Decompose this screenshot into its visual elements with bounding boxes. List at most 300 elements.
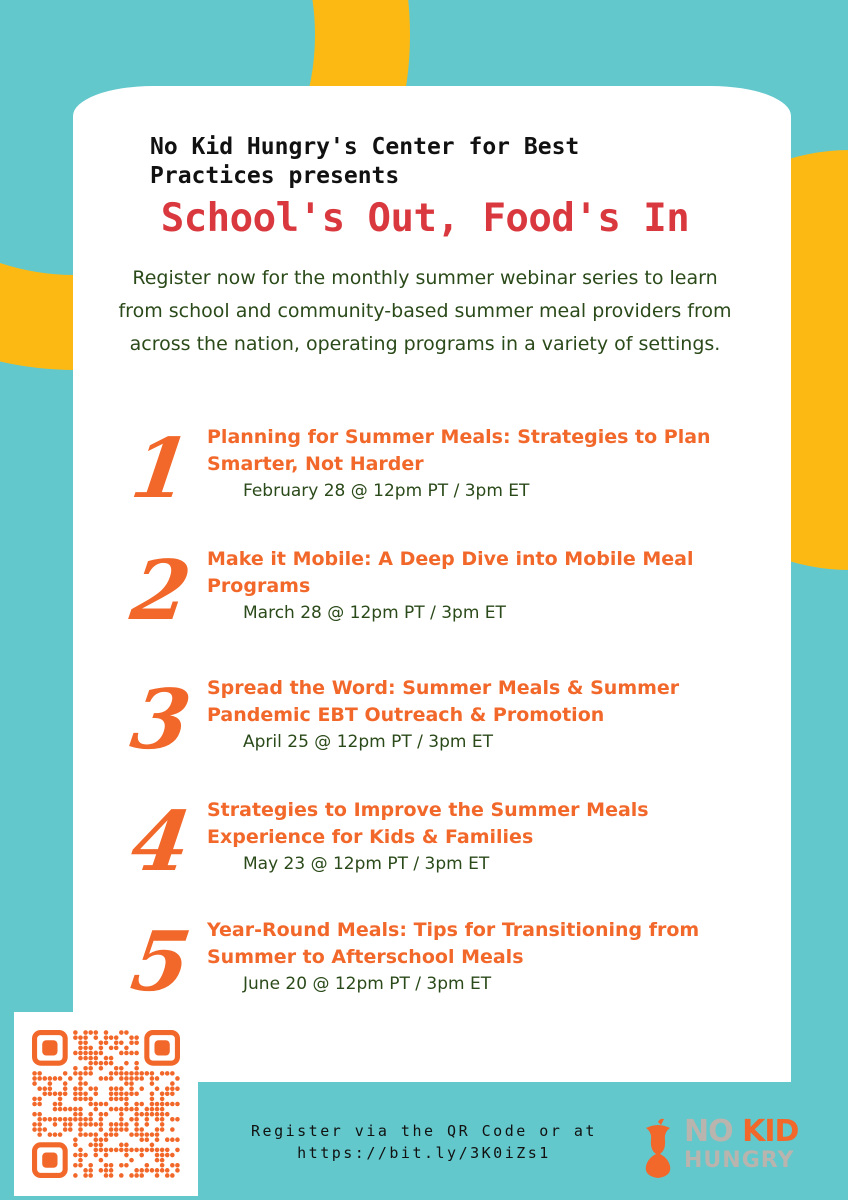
- qr-module: [124, 1148, 129, 1153]
- qr-module: [73, 1137, 78, 1142]
- qr-module: [129, 1051, 134, 1056]
- session-title: Planning for Summer Meals: Strategies to Plan Smarter, Not Harder: [207, 426, 711, 475]
- qr-module: [99, 1040, 104, 1045]
- session-item: [0, 794, 848, 907]
- qr-module: [93, 1086, 98, 1091]
- qr-module: [170, 1071, 175, 1076]
- qr-module: [109, 1107, 114, 1112]
- qr-module: [93, 1056, 98, 1061]
- qr-module: [119, 1086, 124, 1091]
- qr-module: [88, 1117, 93, 1122]
- qr-module: [134, 1132, 139, 1137]
- session-title: Make it Mobile: A Deep Dive into Mobile Meal Programs: [207, 548, 694, 597]
- qr-module: [42, 1127, 47, 1132]
- session-item: [0, 914, 848, 1027]
- qr-module: [119, 1122, 124, 1127]
- qr-module: [48, 1091, 53, 1096]
- qr-module: [114, 1035, 119, 1040]
- qr-module: [109, 1097, 114, 1102]
- qr-module: [83, 1091, 88, 1096]
- qr-module: [58, 1132, 63, 1137]
- qr-module: [83, 1153, 88, 1158]
- qr-module: [119, 1143, 124, 1148]
- qr-module: [160, 1127, 165, 1132]
- qr-module: [48, 1086, 53, 1091]
- qr-module: [134, 1076, 139, 1081]
- qr-module: [93, 1102, 98, 1107]
- qr-module: [83, 1097, 88, 1102]
- qr-module: [99, 1168, 104, 1173]
- qr-module: [109, 1132, 114, 1137]
- qr-module: [129, 1086, 134, 1091]
- qr-module: [175, 1086, 180, 1091]
- qr-module: [170, 1137, 175, 1142]
- qr-module: [53, 1132, 58, 1137]
- qr-module: [53, 1117, 58, 1122]
- qr-module: [32, 1102, 37, 1107]
- qr-module: [129, 1107, 134, 1112]
- qr-module: [78, 1148, 83, 1153]
- qr-module: [42, 1086, 47, 1091]
- qr-module: [160, 1091, 165, 1096]
- qr-module: [109, 1046, 114, 1051]
- qr-module: [134, 1122, 139, 1127]
- qr-module: [83, 1030, 88, 1035]
- qr-module: [63, 1086, 68, 1091]
- qr-module: [68, 1117, 73, 1122]
- qr-module: [93, 1030, 98, 1035]
- qr-module: [78, 1046, 83, 1051]
- session-date: April 25 @ 12pm PT / 3pm ET: [243, 732, 493, 752]
- qr-module: [124, 1122, 129, 1127]
- qr-module: [83, 1132, 88, 1137]
- qr-module: [78, 1035, 83, 1040]
- apple-core-icon: [638, 1118, 678, 1180]
- qr-module: [99, 1122, 104, 1127]
- qr-module: [175, 1163, 180, 1168]
- logo-no: NO: [684, 1114, 733, 1149]
- logo-kid: KID: [742, 1114, 799, 1149]
- qr-module: [83, 1081, 88, 1086]
- qr-module: [73, 1107, 78, 1112]
- qr-module: [99, 1158, 104, 1163]
- qr-module: [139, 1112, 144, 1117]
- qr-module: [37, 1112, 42, 1117]
- qr-module: [175, 1102, 180, 1107]
- qr-module: [134, 1148, 139, 1153]
- qr-module: [129, 1158, 134, 1163]
- qr-module: [119, 1076, 124, 1081]
- qr-module: [78, 1153, 83, 1158]
- qr-module: [160, 1163, 165, 1168]
- qr-module: [145, 1112, 150, 1117]
- qr-module: [124, 1071, 129, 1076]
- qr-module: [104, 1148, 109, 1153]
- qr-module: [129, 1132, 134, 1137]
- qr-module: [119, 1117, 124, 1122]
- qr-module: [165, 1168, 170, 1173]
- qr-module: [83, 1122, 88, 1127]
- logo-hungry: HUNGRY: [684, 1148, 795, 1173]
- qr-module: [119, 1097, 124, 1102]
- qr-module: [160, 1158, 165, 1163]
- qr-module: [32, 1112, 37, 1117]
- qr-module: [73, 1173, 78, 1178]
- register-url-link[interactable]: https://bit.ly/3K0iZs1: [297, 1144, 551, 1162]
- qr-module: [119, 1040, 124, 1045]
- qr-module: [109, 1086, 114, 1091]
- qr-module: [63, 1081, 68, 1086]
- qr-module: [155, 1117, 160, 1122]
- qr-module: [170, 1081, 175, 1086]
- qr-module: [155, 1173, 160, 1178]
- qr-module: [145, 1107, 150, 1112]
- qr-module: [78, 1117, 83, 1122]
- qr-module: [53, 1107, 58, 1112]
- qr-module: [119, 1112, 124, 1117]
- qr-module: [83, 1066, 88, 1071]
- qr-module: [48, 1076, 53, 1081]
- qr-module: [53, 1091, 58, 1096]
- qr-module: [139, 1071, 144, 1076]
- qr-module: [160, 1168, 165, 1173]
- qr-module: [68, 1107, 73, 1112]
- page-title: School's Out, Food's In: [160, 196, 690, 241]
- qr-module: [150, 1143, 155, 1148]
- qr-module: [42, 1076, 47, 1081]
- qr-module: [78, 1091, 83, 1096]
- qr-module: [160, 1148, 165, 1153]
- qr-module: [134, 1061, 139, 1066]
- qr-module: [155, 1127, 160, 1132]
- qr-module: [145, 1148, 150, 1153]
- qr-module: [165, 1102, 170, 1107]
- qr-module: [134, 1091, 139, 1096]
- qr-module: [165, 1112, 170, 1117]
- qr-module: [68, 1127, 73, 1132]
- session-number: 2: [125, 543, 197, 639]
- qr-module: [175, 1117, 180, 1122]
- qr-module: [124, 1153, 129, 1158]
- qr-module: [139, 1132, 144, 1137]
- qr-module: [150, 1091, 155, 1096]
- qr-module: [78, 1107, 83, 1112]
- qr-module: [99, 1112, 104, 1117]
- qr-module: [99, 1137, 104, 1142]
- presenter-line: No Kid Hungry's Center for Best Practices presents: [150, 134, 580, 189]
- qr-module: [32, 1076, 37, 1081]
- qr-module: [114, 1046, 119, 1051]
- qr-module: [145, 1071, 150, 1076]
- qr-module: [170, 1117, 175, 1122]
- qr-module: [155, 1153, 160, 1158]
- qr-module: [109, 1071, 114, 1076]
- qr-module: [109, 1035, 114, 1040]
- session-title: Spread the Word: Summer Meals & Summer Pandemic EBT Outreach & Promotion: [207, 677, 680, 726]
- qr-module: [155, 1168, 160, 1173]
- qr-module: [160, 1117, 165, 1122]
- qr-module: [134, 1173, 139, 1178]
- qr-module: [114, 1148, 119, 1153]
- qr-module: [73, 1153, 78, 1158]
- qr-module: [165, 1086, 170, 1091]
- qr-module: [93, 1143, 98, 1148]
- qr-module: [165, 1091, 170, 1096]
- qr-module: [109, 1127, 114, 1132]
- qr-module: [129, 1173, 134, 1178]
- qr-module: [88, 1112, 93, 1117]
- qr-module: [119, 1127, 124, 1132]
- qr-module: [73, 1112, 78, 1117]
- qr-module: [134, 1117, 139, 1122]
- qr-module: [32, 1071, 37, 1076]
- qr-module: [99, 1051, 104, 1056]
- qr-module: [58, 1102, 63, 1107]
- qr-module: [83, 1035, 88, 1040]
- qr-module: [88, 1061, 93, 1066]
- qr-module: [124, 1102, 129, 1107]
- qr-module: [42, 1091, 47, 1096]
- qr-module: [73, 1163, 78, 1168]
- qr-module: [99, 1127, 104, 1132]
- qr-module: [83, 1046, 88, 1051]
- qr-module: [78, 1132, 83, 1137]
- qr-module: [114, 1097, 119, 1102]
- qr-module: [165, 1153, 170, 1158]
- session-title: Year-Round Meals: Tips for Transitioning from Summer to Afterschool Meals: [207, 919, 700, 968]
- qr-module: [139, 1127, 144, 1132]
- qr-module: [104, 1137, 109, 1142]
- qr-module: [129, 1091, 134, 1096]
- qr-module: [114, 1091, 119, 1096]
- intro-text: Register now for the monthly summer webinar series to learn from school and community-based summer meal providers from across the nation, operating programs in a variety of settings.: [118, 267, 732, 355]
- qr-module: [109, 1076, 114, 1081]
- qr-module: [129, 1071, 134, 1076]
- qr-module: [88, 1173, 93, 1178]
- qr-module: [63, 1122, 68, 1127]
- qr-module: [88, 1051, 93, 1056]
- qr-module: [150, 1112, 155, 1117]
- qr-module: [155, 1148, 160, 1153]
- qr-module: [58, 1076, 63, 1081]
- qr-module: [134, 1112, 139, 1117]
- qr-module: [78, 1112, 83, 1117]
- qr-module: [134, 1040, 139, 1045]
- qr-module: [109, 1091, 114, 1096]
- qr-module: [78, 1071, 83, 1076]
- qr-module: [114, 1071, 119, 1076]
- qr-module: [124, 1030, 129, 1035]
- qr-module: [155, 1132, 160, 1137]
- qr-module: [37, 1071, 42, 1076]
- qr-module: [155, 1158, 160, 1163]
- qr-module: [119, 1107, 124, 1112]
- qr-module: [93, 1132, 98, 1137]
- qr-module: [114, 1132, 119, 1137]
- qr-module: [73, 1030, 78, 1035]
- qr-module: [32, 1081, 37, 1086]
- qr-module: [155, 1112, 160, 1117]
- qr-module: [104, 1132, 109, 1137]
- qr-module: [134, 1066, 139, 1071]
- qr-module: [73, 1035, 78, 1040]
- qr-module: [88, 1030, 93, 1035]
- qr-module: [88, 1046, 93, 1051]
- qr-module: [78, 1097, 83, 1102]
- qr-module: [88, 1071, 93, 1076]
- qr-module: [109, 1122, 114, 1127]
- qr-module: [119, 1066, 124, 1071]
- qr-module: [73, 1117, 78, 1122]
- qr-module: [37, 1097, 42, 1102]
- qr-module: [109, 1061, 114, 1066]
- qr-module: [114, 1066, 119, 1071]
- session-item: [0, 672, 848, 785]
- qr-module: [93, 1137, 98, 1142]
- qr-module: [139, 1148, 144, 1153]
- qr-module: [93, 1061, 98, 1066]
- qr-module: [104, 1056, 109, 1061]
- qr-module: [139, 1173, 144, 1178]
- qr-module: [37, 1127, 42, 1132]
- qr-module: [124, 1051, 129, 1056]
- qr-module: [145, 1117, 150, 1122]
- qr-module: [150, 1102, 155, 1107]
- qr-module: [165, 1137, 170, 1142]
- qr-module: [124, 1046, 129, 1051]
- qr-module: [134, 1168, 139, 1173]
- qr-module: [58, 1091, 63, 1096]
- session-item: [0, 421, 848, 534]
- qr-module: [160, 1097, 165, 1102]
- qr-module: [129, 1035, 134, 1040]
- qr-module: [119, 1173, 124, 1178]
- session-date: June 20 @ 12pm PT / 3pm ET: [243, 974, 492, 994]
- qr-module: [150, 1071, 155, 1076]
- qr-module: [88, 1102, 93, 1107]
- qr-module: [109, 1148, 114, 1153]
- qr-module: [160, 1107, 165, 1112]
- qr-module: [104, 1173, 109, 1178]
- qr-module: [114, 1086, 119, 1091]
- qr-module: [109, 1056, 114, 1061]
- qr-module: [150, 1132, 155, 1137]
- register-text: [238, 1120, 610, 1164]
- qr-module: [48, 1132, 53, 1137]
- qr-module: [83, 1168, 88, 1173]
- qr-module: [88, 1097, 93, 1102]
- qr-module: [175, 1076, 180, 1081]
- qr-module: [104, 1040, 109, 1045]
- qr-module: [119, 1051, 124, 1056]
- qr-module: [139, 1086, 144, 1091]
- qr-module: [93, 1051, 98, 1056]
- qr-module: [145, 1137, 150, 1142]
- qr-module: [88, 1168, 93, 1173]
- qr-module: [139, 1168, 144, 1173]
- qr-module: [104, 1030, 109, 1035]
- qr-module: [124, 1061, 129, 1066]
- qr-module: [88, 1066, 93, 1071]
- qr-module: [58, 1107, 63, 1112]
- qr-module: [139, 1153, 144, 1158]
- qr-module: [99, 1148, 104, 1153]
- session-item: [0, 543, 848, 656]
- qr-module: [170, 1102, 175, 1107]
- qr-module: [124, 1091, 129, 1096]
- qr-module: [37, 1102, 42, 1107]
- qr-module: [32, 1097, 37, 1102]
- qr-finder-pattern: [35, 1145, 66, 1176]
- qr-module: [99, 1143, 104, 1148]
- qr-module: [88, 1122, 93, 1127]
- qr-module: [88, 1143, 93, 1148]
- qr-module: [124, 1076, 129, 1081]
- qr-module: [37, 1086, 42, 1091]
- qr-module: [68, 1076, 73, 1081]
- qr-module: [150, 1107, 155, 1112]
- qr-module: [165, 1071, 170, 1076]
- qr-module: [37, 1132, 42, 1137]
- qr-module: [99, 1117, 104, 1122]
- qr-finder-pattern: [147, 1033, 178, 1064]
- qr-module: [155, 1137, 160, 1142]
- qr-module: [114, 1122, 119, 1127]
- qr-module: [99, 1046, 104, 1051]
- qr-module: [155, 1076, 160, 1081]
- qr-module: [109, 1168, 114, 1173]
- qr-module: [88, 1163, 93, 1168]
- qr-module: [42, 1117, 47, 1122]
- qr-module: [134, 1071, 139, 1076]
- qr-module: [37, 1117, 42, 1122]
- qr-module: [88, 1056, 93, 1061]
- qr-module: [175, 1168, 180, 1173]
- qr-module: [78, 1056, 83, 1061]
- qr-module: [78, 1040, 83, 1045]
- qr-module: [104, 1112, 109, 1117]
- qr-module: [129, 1117, 134, 1122]
- qr-module: [160, 1071, 165, 1076]
- qr-module: [139, 1137, 144, 1142]
- session-number: 3: [125, 672, 197, 768]
- qr-module: [119, 1071, 124, 1076]
- qr-module: [134, 1102, 139, 1107]
- qr-module: [93, 1035, 98, 1040]
- qr-module: [78, 1163, 83, 1168]
- qr-module: [160, 1153, 165, 1158]
- qr-module: [78, 1127, 83, 1132]
- qr-module: [78, 1086, 83, 1091]
- qr-module: [73, 1091, 78, 1096]
- qr-module: [114, 1107, 119, 1112]
- qr-module: [48, 1081, 53, 1086]
- qr-module: [48, 1117, 53, 1122]
- qr-module: [155, 1107, 160, 1112]
- qr-module: [104, 1061, 109, 1066]
- qr-module: [93, 1107, 98, 1112]
- qr-module: [165, 1148, 170, 1153]
- qr-module: [78, 1081, 83, 1086]
- qr-module: [170, 1127, 175, 1132]
- qr-module: [104, 1076, 109, 1081]
- qr-module: [139, 1076, 144, 1081]
- session-number: 1: [125, 421, 197, 517]
- qr-module: [104, 1035, 109, 1040]
- qr-module: [53, 1122, 58, 1127]
- qr-module: [150, 1097, 155, 1102]
- qr-code-icon[interactable]: [14, 1012, 198, 1196]
